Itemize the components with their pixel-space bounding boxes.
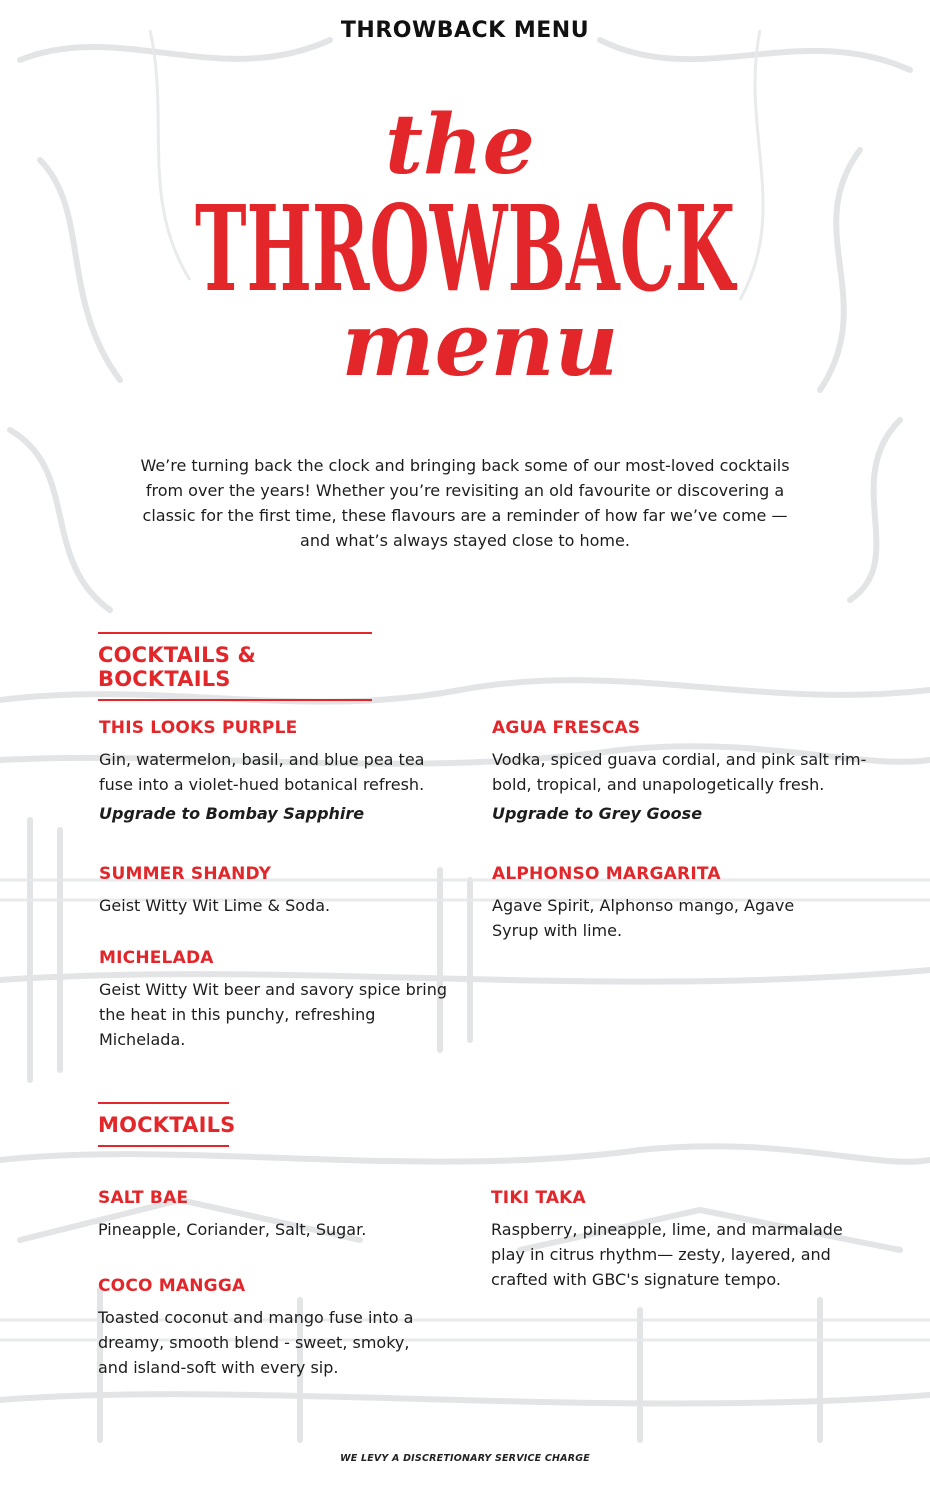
item-name: ALPHONSO MARGARITA	[492, 864, 721, 884]
item-name: SUMMER SHANDY	[99, 864, 272, 884]
item-upgrade: Upgrade to Grey Goose	[492, 804, 703, 823]
item-description: Toasted coconut and mango fuse into a dreamy, smooth blend - sweet, smoky, and island-soft with every sip.	[98, 1308, 414, 1377]
throwback-logo	[150, 95, 780, 395]
menu-item-tiki-taka	[491, 1188, 851, 1292]
logo-line-menu: menu	[341, 292, 619, 395]
intro-paragraph: We’re turning back the clock and bringing back some of our most-loved cocktails from over the years! Whether you’re revisiting an old favourite or discovering a classic for the first time, these flavours are a reminder of how far we’ve come — and what’s always stayed close to home.	[140, 456, 790, 550]
service-charge-note: WE LEVY A DISCRETIONARY SERVICE CHARGE	[340, 1453, 590, 1464]
menu-item-agua-frescas	[492, 718, 872, 823]
item-name: AGUA FRESCAS	[492, 718, 641, 738]
item-name: SALT BAE	[98, 1188, 189, 1208]
menu-item-this-looks-purple	[99, 718, 459, 823]
item-description: Geist Witty Wit beer and savory spice bring the heat in this punchy, refreshing Michelada.	[99, 980, 448, 1049]
item-description: Pineapple, Coriander, Salt, Sugar.	[98, 1220, 367, 1239]
logo-line-the: the	[385, 97, 535, 193]
item-description: Geist Witty Wit Lime & Soda.	[99, 896, 331, 915]
menu-item-michelada	[99, 948, 459, 1052]
logo-line-throwback: THROWBACK	[195, 179, 738, 318]
item-name: MICHELADA	[99, 948, 214, 968]
menu-item-alphonso-margarita	[492, 864, 852, 943]
item-upgrade: Upgrade to Bombay Sapphire	[99, 804, 365, 823]
item-description: Raspberry, pineapple, lime, and marmalade play in citrus rhythm— zesty, layered, and crafted with GBC's signature tempo.	[491, 1220, 843, 1289]
item-name: COCO MANGGA	[98, 1276, 246, 1296]
menu-item-salt-bae	[98, 1188, 458, 1242]
item-description: Gin, watermelon, basil, and blue pea tea fuse into a violet-hued botanical refresh.	[99, 750, 425, 794]
section-title-mocktails: MOCKTAILS	[98, 1102, 229, 1147]
item-name: THIS LOOKS PURPLE	[99, 718, 298, 738]
item-name: TIKI TAKA	[491, 1188, 586, 1208]
item-description: Agave Spirit, Alphonso mango, Agave Syrup with lime.	[492, 896, 795, 940]
page-header-title: THROWBACK MENU	[340, 18, 590, 43]
item-description: Vodka, spiced guava cordial, and pink salt rim-bold, tropical, and unapologetically fresh.	[492, 750, 867, 794]
menu-item-summer-shandy	[99, 864, 459, 918]
menu-item-coco-mangga	[98, 1276, 458, 1380]
section-title-cocktails: COCKTAILS & BOCKTAILS	[98, 632, 372, 701]
